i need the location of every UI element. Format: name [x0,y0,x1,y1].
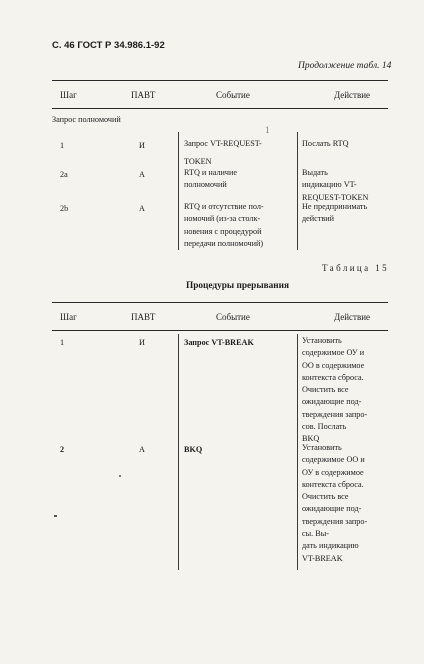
column-header-event: Событие [216,90,250,100]
table-row-step: 1 [60,338,65,347]
column-header-step: Шаг [60,90,77,100]
table-row-step: 1 [60,141,65,150]
scan-speck [54,515,57,517]
column-header-action: Действие [334,312,371,322]
table-14-action-column-divider [297,132,298,250]
column-header-event: Событие [216,312,250,322]
table-row-step: 2 [60,445,65,454]
table-row-event: RTQ и отсутствие пол- номочий (из-за столк- новения с процедурой передачи полномочий) [184,202,264,248]
table-14-event-column-divider [178,132,179,250]
table-row-event: BKQ [184,445,203,454]
table-15-action-column-divider [297,334,298,570]
column-header-step: Шаг [60,312,77,322]
page-header: С. 46 ГОСТ Р 34.986.1-92 [52,40,165,51]
table-continuation-caption: Продолжение табл. 14 [298,61,392,71]
table-15-title: Процедуры прерывания [186,281,290,291]
table-row-pavt: И [139,338,145,347]
table-row-pavt: А [139,204,145,213]
column-header-pavt: ПАВТ [131,90,156,100]
table-14-top-rule [52,80,388,81]
table-15-event-column-divider [178,334,179,570]
column-header-action: Действие [334,90,371,100]
table-row-pavt: И [139,141,145,150]
table-row-event: Запрос VT-BREAK [184,338,254,347]
table-row-action: Не предпринимать действий [302,202,368,224]
table-row-step: 2a [60,170,68,179]
column-header-pavt: ПАВТ [131,312,156,322]
table-row-action: Выдать индикацию VT- REQUEST-TOKEN [302,168,369,202]
scan-mark: 1 [265,125,270,135]
table-row-pavt: А [139,170,145,179]
section-title: Запрос полномочий [52,115,121,124]
table-row-action: Установить содержимое ОУ и ОО в содержимое контекста сброса. Очистить все ожидающие под- тверждения запро- сов. Послать BKQ [302,336,368,444]
table-row-event: Запрос VT-REQUEST- TOKEN [184,139,262,167]
table-15-label: Таблица 15 [322,263,389,273]
table-15-header-rule [52,330,388,331]
table-row-event: RTQ и наличие полномочий [184,168,238,190]
scan-speck [119,475,121,477]
table-row-action: Установить содержимое ОО и ОУ в содержимое контекста сброса. Очистить все ожидающие под- тверждения запро- сы. Вы- дать индикацию VT-BREAK [302,443,368,563]
table-row-step: 2b [60,204,69,213]
table-15-top-rule [52,302,388,303]
table-row-pavt: А [139,445,145,454]
table-row-action: Послать RTQ [302,139,349,148]
table-14-header-rule [52,108,388,109]
